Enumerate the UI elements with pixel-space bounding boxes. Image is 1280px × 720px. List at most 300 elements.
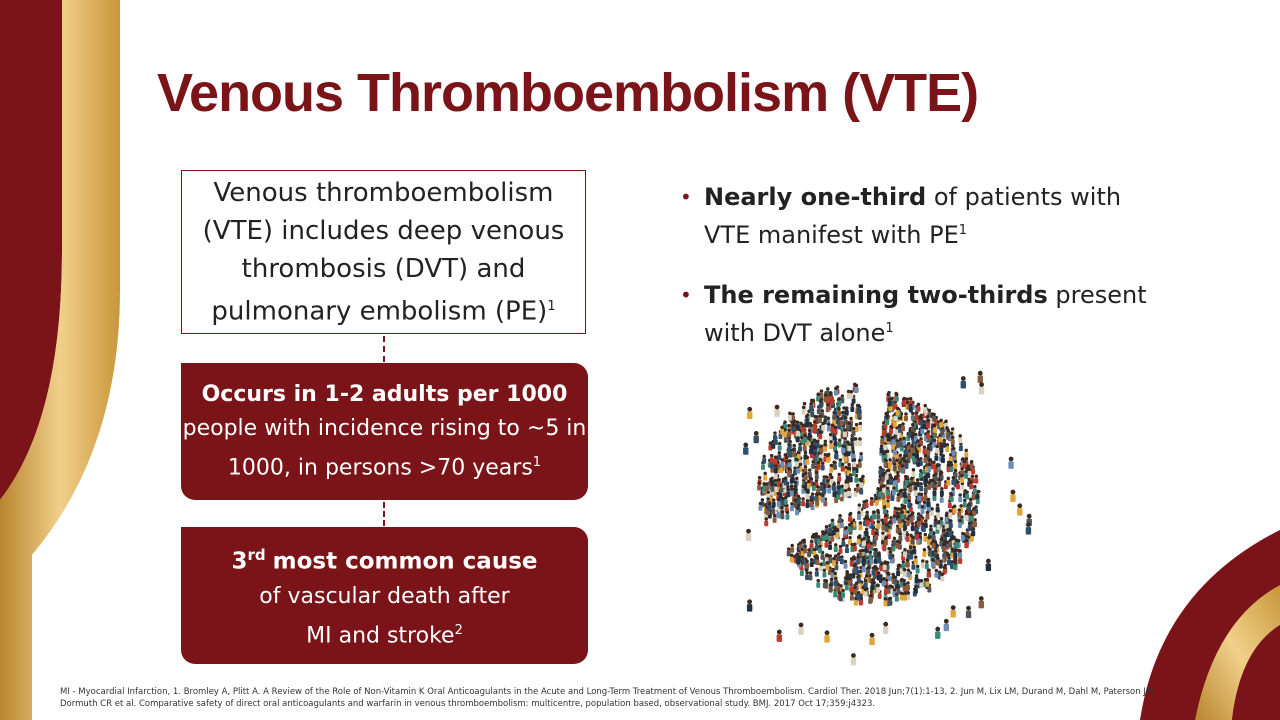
crowd-person	[916, 458, 920, 467]
crowd-person	[952, 447, 956, 456]
crowd-person	[840, 485, 844, 494]
crowd-person	[824, 630, 829, 642]
crowd-person	[813, 452, 817, 461]
crowd-person	[865, 516, 869, 525]
connector-line-1	[383, 336, 385, 362]
crowd-person	[803, 434, 807, 443]
crowd-person	[911, 535, 915, 544]
crowd-person	[919, 416, 923, 425]
incidence-bold: Occurs in 1-2 adults per 1000	[201, 381, 568, 407]
bullet-list	[680, 180, 1150, 376]
crowd-person	[872, 511, 876, 520]
crowd-person	[805, 571, 809, 580]
crowd-person	[957, 508, 961, 517]
crowd-person	[919, 469, 923, 478]
crowd-person	[962, 460, 966, 469]
crowd-person	[902, 397, 906, 406]
incidence-text: people with incidence rising to ~5 in 1000, in persons >70 years	[182, 415, 587, 481]
crowd-person	[965, 490, 969, 499]
crowd-person	[850, 403, 854, 412]
crowd-person	[796, 495, 800, 504]
crowd-person	[829, 392, 833, 401]
crowd-person	[968, 522, 972, 531]
crowd-person	[857, 535, 861, 544]
crowd-person	[927, 481, 931, 490]
crowd-person	[965, 539, 969, 548]
crowd-person	[932, 539, 936, 548]
crowd-person	[923, 454, 927, 463]
crowd-person	[884, 458, 888, 467]
crowd-person	[893, 462, 897, 471]
crowd-person	[754, 431, 759, 443]
crowd-person	[762, 455, 766, 464]
crowd-person	[838, 438, 842, 447]
cause-box	[181, 527, 588, 664]
crowd-person	[815, 471, 819, 480]
crowd-person	[896, 567, 900, 576]
crowd-person	[923, 533, 927, 542]
crowd-person	[953, 549, 957, 558]
crowd-person	[853, 543, 857, 552]
cause-ordinal: rd	[247, 546, 266, 565]
crowd-person	[858, 437, 862, 446]
crowd-person	[915, 574, 919, 583]
crowd-person	[907, 499, 911, 508]
definition-text: Venous thromboembolism (VTE) includes deep venous thrombosis (DVT) and pulmonary embolism (PE)	[202, 177, 565, 327]
crowd-person	[953, 460, 957, 469]
crowd-person	[792, 423, 796, 432]
crowd-person	[778, 442, 782, 451]
crowd-person	[986, 559, 991, 571]
crowd-person	[822, 532, 826, 541]
crowd-person	[884, 585, 888, 594]
crowd-person	[963, 499, 967, 508]
crowd-person	[959, 442, 963, 451]
crowd-person	[816, 579, 820, 588]
crowd-person	[838, 514, 842, 523]
crowd-person	[874, 532, 878, 541]
incidence-ref: 1	[532, 454, 542, 470]
crowd-person	[878, 488, 882, 497]
crowd-person	[892, 436, 896, 445]
crowd-person	[869, 633, 874, 645]
crowd-person	[792, 448, 796, 457]
crowd-person	[919, 482, 923, 491]
crowd-person	[932, 487, 936, 496]
crowd-person	[853, 564, 857, 573]
crowd-person	[832, 526, 836, 535]
crowd-person	[824, 393, 828, 402]
crowd-person	[934, 569, 938, 578]
crowd-person	[889, 425, 893, 434]
right-decorative-corner	[1140, 530, 1280, 720]
crowd-person	[933, 424, 937, 433]
crowd-person	[847, 487, 851, 496]
crowd-person	[865, 528, 869, 537]
crowd-person	[925, 560, 929, 569]
crowd-person	[936, 557, 940, 566]
crowd-person	[788, 412, 792, 421]
crowd-pie-chart-icon	[740, 360, 1070, 670]
crowd-person	[951, 436, 955, 445]
crowd-person	[853, 586, 857, 595]
crowd-person	[864, 579, 868, 588]
crowd-person	[777, 451, 781, 460]
crowd-person	[946, 477, 950, 486]
crowd-person	[793, 499, 797, 508]
crowd-person	[884, 537, 888, 546]
crowd-person	[937, 478, 941, 487]
crowd-person	[925, 578, 929, 587]
crowd-person	[747, 599, 752, 611]
crowd-person	[787, 443, 791, 452]
crowd-person	[954, 561, 958, 570]
crowd-person	[973, 518, 977, 527]
crowd-person	[912, 545, 916, 554]
crowd-person	[949, 519, 953, 528]
crowd-person	[806, 499, 810, 508]
bullet-dot-icon: •	[680, 283, 692, 307]
crowd-person	[834, 450, 838, 459]
crowd-person	[828, 554, 832, 563]
crowd-person	[810, 540, 814, 549]
crowd-person	[909, 513, 913, 522]
crowd-person	[964, 470, 968, 479]
crowd-person	[823, 443, 827, 452]
crowd-person	[829, 464, 833, 473]
definition-ref: 1	[547, 298, 556, 314]
crowd-person	[958, 549, 962, 558]
crowd-person	[865, 499, 869, 508]
bullet-ref: 1	[885, 321, 894, 336]
crowd-person	[909, 404, 913, 413]
crowd-person	[922, 523, 926, 532]
crowd-person	[827, 485, 831, 494]
crowd-person	[829, 440, 833, 449]
crowd-person	[862, 556, 866, 565]
crowd-person	[914, 585, 918, 594]
crowd-person	[837, 552, 841, 561]
crowd-person	[911, 522, 915, 531]
crowd-person	[868, 551, 872, 560]
crowd-person	[885, 416, 889, 425]
crowd-person	[777, 630, 782, 642]
crowd-person	[816, 461, 820, 470]
crowd-person	[854, 383, 858, 392]
crowd-person	[904, 412, 908, 421]
crowd-person	[898, 532, 902, 541]
crowd-person	[939, 444, 943, 453]
crowd-person	[953, 504, 957, 513]
crowd-person	[886, 499, 890, 508]
crowd-person	[855, 423, 859, 432]
crowd-person	[876, 584, 880, 593]
crowd-person	[834, 543, 838, 552]
crowd-person	[923, 404, 927, 413]
crowd-person	[801, 424, 805, 433]
crowd-person	[892, 514, 896, 523]
crowd-person	[941, 454, 945, 463]
crowd-person	[796, 427, 800, 436]
crowd-person	[763, 472, 767, 481]
crowd-person	[788, 459, 792, 468]
crowd-person	[1026, 522, 1031, 534]
cause-number: 3	[231, 548, 248, 575]
footnote: MI - Myocardial Infarction, 1. Bromley A, Plitt A. A Review of the Role of Non-Vitamin K Oral Anticoagulants in the Acute and Long-Term Treatment of Venous Thromboembolism. Cardiol Ther. 2018 Jun;7(1):1-13, 2. Jun M, Lix LM, Durand M, Dahl M, Paterson JM, Dormuth CR et al. Comparative safety of direct oral anticoagulants and warfarin in venous thromboembolism: multicentre, population based, observational study. BMJ. 2017 Oct 17;359:j4323.	[60, 687, 1156, 709]
crowd-person	[821, 461, 825, 470]
crowd-person	[819, 444, 823, 453]
crowd-person	[784, 496, 788, 505]
crowd-person	[906, 517, 910, 526]
crowd-person	[911, 423, 915, 432]
crowd-person	[832, 482, 836, 491]
crowd-person	[795, 506, 799, 515]
crowd-person	[889, 476, 893, 485]
left-decorative-band	[0, 0, 130, 720]
crowd-person	[848, 523, 852, 532]
crowd-person	[827, 422, 831, 431]
crowd-person	[841, 589, 845, 598]
crowd-person	[856, 555, 860, 564]
crowd-person	[836, 415, 840, 424]
crowd-person	[790, 553, 794, 562]
crowd-person	[896, 586, 900, 595]
crowd-person	[762, 482, 766, 491]
crowd-person	[758, 502, 762, 511]
crowd-person	[805, 560, 809, 569]
crowd-person	[886, 487, 890, 496]
crowd-person	[832, 557, 836, 566]
crowd-person	[844, 560, 848, 569]
cause-line2: of vascular death after	[259, 583, 510, 609]
crowd-person	[832, 411, 836, 420]
crowd-person	[818, 414, 822, 423]
crowd-person	[921, 505, 925, 514]
crowd-person	[774, 464, 778, 473]
crowd-person	[858, 422, 862, 431]
crowd-person	[974, 475, 978, 484]
crowd-person	[780, 426, 784, 435]
crowd-person	[786, 488, 790, 497]
crowd-person	[945, 443, 949, 452]
crowd-person	[785, 511, 789, 520]
crowd-person	[815, 492, 819, 501]
slide-title: Venous Thromboembolism (VTE)	[157, 63, 979, 123]
crowd-person	[932, 461, 936, 470]
crowd-person	[916, 565, 920, 574]
crowd-person	[870, 497, 874, 506]
crowd-person	[773, 514, 777, 523]
crowd-person	[746, 529, 751, 541]
crowd-person	[917, 518, 921, 527]
crowd-person	[857, 404, 861, 413]
crowd-person	[798, 623, 803, 635]
crowd-person	[837, 407, 841, 416]
crowd-person	[813, 420, 817, 429]
crowd-person	[810, 558, 814, 567]
crowd-person	[892, 486, 896, 495]
crowd-person	[844, 453, 848, 462]
crowd-person	[900, 510, 904, 519]
crowd-person	[903, 489, 907, 498]
bullet-dot-icon: •	[680, 185, 692, 209]
crowd-person	[844, 480, 848, 489]
crowd-person	[848, 577, 852, 586]
crowd-person	[907, 568, 911, 577]
crowd-person	[893, 576, 897, 585]
crowd-person	[896, 493, 900, 502]
crowd-person	[876, 511, 880, 520]
crowd-person	[880, 435, 884, 444]
crowd-person	[852, 458, 856, 467]
crowd-person	[901, 422, 905, 431]
bullet-ref: 1	[958, 223, 968, 238]
crowd-person	[935, 627, 940, 639]
crowd-person	[869, 594, 873, 603]
crowd-person	[851, 653, 856, 665]
crowd-person	[954, 538, 958, 547]
crowd-person	[866, 566, 870, 575]
crowd-person	[958, 519, 962, 528]
crowd-person	[960, 482, 964, 491]
crowd-person	[860, 479, 864, 488]
crowd-person	[829, 583, 833, 592]
crowd-person	[882, 577, 886, 586]
crowd-person	[911, 468, 915, 477]
crowd-person	[906, 533, 910, 542]
crowd-person	[803, 544, 807, 553]
crowd-person	[876, 520, 880, 529]
crowd-person	[847, 442, 851, 451]
bullet-bold: Nearly one-third	[704, 183, 927, 211]
crowd-person	[844, 416, 848, 425]
crowd-person	[791, 474, 795, 483]
crowd-person	[809, 498, 813, 507]
crowd-person	[942, 543, 946, 552]
crowd-person	[905, 476, 909, 485]
crowd-person	[787, 428, 791, 437]
crowd-person	[950, 463, 954, 472]
crowd-person	[823, 579, 827, 588]
crowd-person	[877, 571, 881, 580]
crowd-person	[917, 492, 921, 501]
crowd-person	[931, 558, 935, 567]
crowd-person	[780, 458, 784, 467]
crowd-person	[883, 622, 888, 634]
crowd-person	[978, 371, 983, 383]
crowd-person	[845, 544, 849, 553]
incidence-box	[181, 363, 588, 500]
crowd-person	[1017, 503, 1022, 515]
crowd-person	[848, 513, 852, 522]
crowd-person	[764, 517, 768, 526]
crowd-person	[770, 483, 774, 492]
crowd-person	[908, 483, 912, 492]
crowd-person	[857, 591, 861, 600]
crowd-person	[802, 406, 806, 415]
crowd-person	[948, 539, 952, 548]
crowd-person	[939, 419, 943, 428]
crowd-person	[927, 569, 931, 578]
crowd-person	[819, 562, 823, 571]
crowd-person	[841, 463, 845, 472]
crowd-person	[926, 419, 930, 428]
crowd-person	[935, 445, 939, 454]
crowd-person	[826, 403, 830, 412]
crowd-person	[768, 502, 772, 511]
crowd-person	[947, 556, 951, 565]
crowd-person	[914, 487, 918, 496]
crowd-person	[928, 548, 932, 557]
crowd-person	[961, 376, 966, 388]
crowd-person	[911, 412, 915, 421]
crowd-person	[894, 477, 898, 486]
crowd-person	[770, 454, 774, 463]
crowd-person	[807, 480, 811, 489]
crowd-person	[796, 556, 800, 565]
crowd-person	[926, 447, 930, 456]
crowd-person	[837, 473, 841, 482]
crowd-person	[787, 467, 791, 476]
crowd-person	[927, 498, 931, 507]
crowd-person	[948, 509, 952, 518]
crowd-person	[940, 487, 944, 496]
bullet-text: present with DVT alone	[704, 281, 1147, 347]
crowd-person	[902, 437, 906, 446]
cause-line3: MI and stroke	[306, 622, 455, 648]
crowd-person	[924, 474, 928, 483]
crowd-person	[925, 511, 929, 520]
crowd-person	[971, 527, 975, 536]
crowd-person	[834, 387, 838, 396]
crowd-person	[807, 548, 811, 557]
crowd-person	[964, 449, 968, 458]
crowd-person	[821, 422, 825, 431]
connector-line-2	[383, 502, 385, 526]
crowd-person	[922, 445, 926, 454]
crowd-person	[820, 482, 824, 491]
crowd-person	[774, 405, 779, 417]
crowd-person	[808, 468, 812, 477]
crowd-person	[858, 521, 862, 530]
crowd-person	[967, 502, 971, 511]
crowd-person	[843, 527, 847, 536]
crowd-person	[867, 540, 871, 549]
crowd-person	[900, 464, 904, 473]
crowd-person	[906, 581, 910, 590]
crowd-person	[864, 588, 868, 597]
crowd-person	[916, 403, 920, 412]
crowd-person	[965, 512, 969, 521]
crowd-person	[898, 438, 902, 447]
crowd-person	[944, 619, 949, 631]
crowd-person	[747, 407, 752, 419]
crowd-person	[834, 577, 838, 586]
crowd-person	[936, 503, 940, 512]
crowd-person	[921, 559, 925, 568]
crowd-person	[828, 541, 832, 550]
crowd-person	[881, 473, 885, 482]
crowd-person	[1010, 490, 1015, 502]
crowd-person	[817, 535, 821, 544]
crowd-person	[958, 493, 962, 502]
crowd-person	[795, 458, 799, 467]
crowd-person	[777, 498, 781, 507]
crowd-person	[1008, 457, 1013, 469]
crowd-person	[969, 512, 973, 521]
crowd-person	[852, 427, 856, 436]
crowd-person	[884, 513, 888, 522]
